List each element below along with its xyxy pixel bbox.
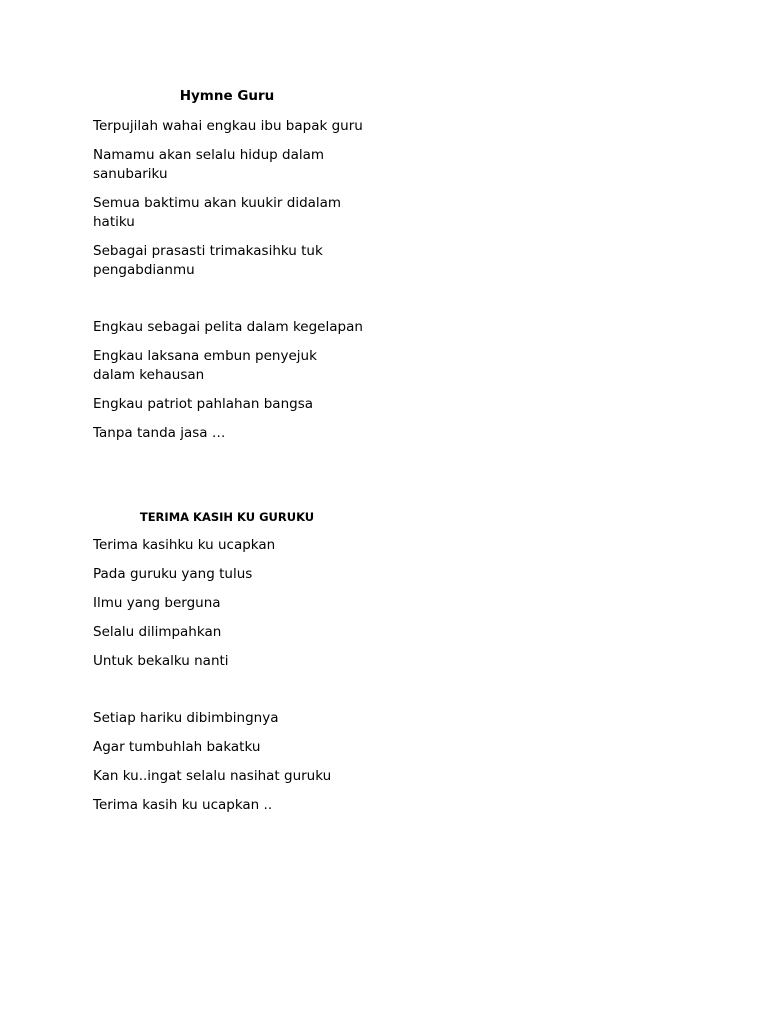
hymne-guru-verse-1	[93, 117, 363, 280]
lyric-line: Terima kasih ku ucapkan ..	[93, 797, 273, 813]
terima-kasih-verse-1	[93, 536, 363, 671]
lyric-line: Engkau laksana embun penyejuk dalam kehausan	[93, 348, 317, 383]
lyric-line: Pada guruku yang tulus	[93, 566, 253, 582]
lyric-line: Sebagai prasasti trimakasihku tuk pengabdianmu	[93, 243, 323, 278]
lyric-line: Tanpa tanda jasa …	[93, 425, 226, 441]
lyric-line: Selalu dilimpahkan	[93, 624, 222, 640]
lyric-line: Semua baktimu akan kuukir didalam hatiku	[93, 195, 342, 230]
lyric-line: Setiap hariku dibimbingnya	[93, 710, 279, 726]
lyric-line: Kan ku..ingat selalu nasihat guruku	[93, 768, 332, 784]
song-title-terima-kasih: TERIMA KASIH KU GURUKU	[139, 510, 315, 524]
lyric-line: Untuk bekalku nanti	[93, 653, 229, 669]
song-title-hymne-guru: Hymne Guru	[179, 88, 275, 104]
lyric-line: Agar tumbuhlah bakatku	[93, 739, 261, 755]
lyric-line: Ilmu yang berguna	[93, 595, 221, 611]
lyric-line: Engkau sebagai pelita dalam kegelapan	[93, 319, 363, 335]
lyric-line: Terpujilah wahai engkau ibu bapak guru	[93, 118, 363, 134]
lyric-line: Namamu akan selalu hidup dalam sanubariku	[93, 147, 325, 182]
lyric-line: Terima kasihku ku ucapkan	[93, 537, 276, 553]
terima-kasih-verse-2	[93, 709, 363, 815]
lyric-line: Engkau patriot pahlahan bangsa	[93, 396, 314, 412]
hymne-guru-verse-2	[93, 318, 363, 443]
